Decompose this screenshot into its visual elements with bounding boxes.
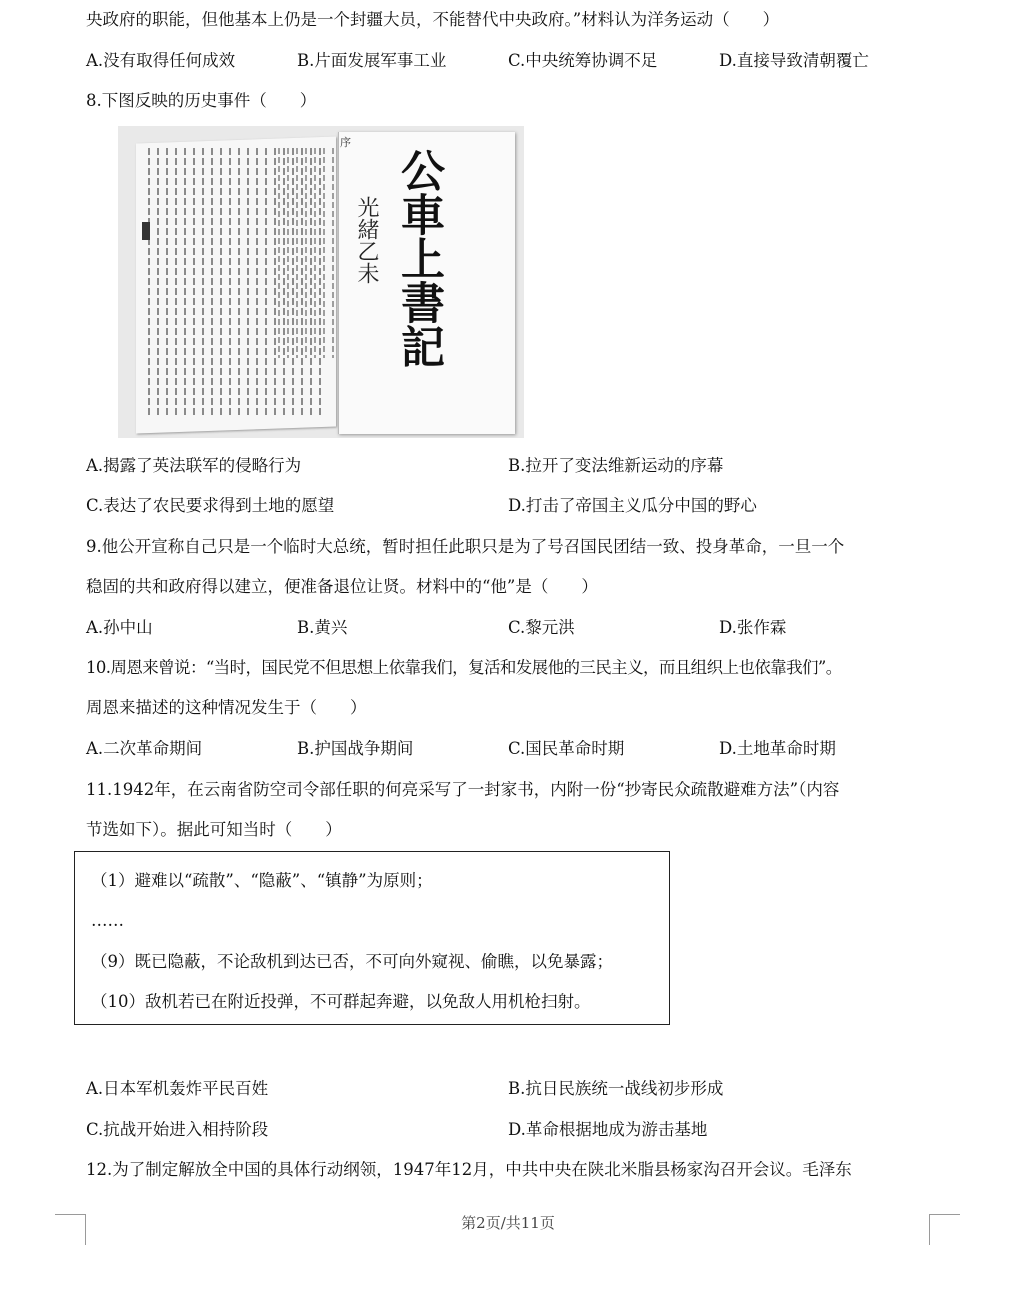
q10-option-c: C.国民革命时期	[508, 739, 625, 758]
q7-option-c: C.中央统筹协调不足	[508, 51, 658, 70]
q9-option-a: A.孙中山	[86, 618, 153, 637]
q8-stem: 8.下图反映的历史事件（ ）	[86, 91, 317, 110]
handwritten-columns	[278, 148, 338, 358]
cover-date-inscription: 光緒乙未	[354, 196, 379, 284]
q11-stem-line1: 11.1942年，在云南省防空司令部任职的何亮采写了一封家书，内附一份“抄寄民众疏散避难方法”（内容	[86, 780, 840, 799]
gongche-shangshu-image	[118, 126, 524, 438]
q10-option-d: D.土地革命时期	[719, 739, 836, 758]
q8-option-c: C.表达了农民要求得到土地的愿望	[86, 496, 335, 515]
page-number-footer: 第2页/共11页	[461, 1214, 555, 1232]
q7-option-d: D.直接导致清朝覆亡	[719, 51, 869, 70]
q10-stem-line2: 周恩来描述的这种情况发生于（ ）	[86, 698, 367, 717]
excerpt-line: （9）既已隐蔽，不论敌机到达已否，不可向外窥视、偷瞧，以免暴露；	[91, 952, 613, 971]
q11-option-b: B.抗日民族统一战线初步形成	[508, 1079, 724, 1098]
q9-stem-line1: 9.他公开宣称自己只是一个临时大总统，暂时担任此职只是为了号召国民团结一致、投身革命，一旦一个	[86, 537, 845, 556]
book-spine-mark	[142, 222, 150, 240]
excerpt-line: （10）敌机若已在附近投弹，不可群起奔避，以免敌人用机枪扫射。	[91, 992, 591, 1011]
q7-option-a: A.没有取得任何成效	[86, 51, 236, 70]
q9-option-c: C.黎元洪	[508, 618, 575, 637]
q7-stem-tail: 央政府的职能，但他基本上仍是一个封疆大员，不能替代中央政府。”材料认为洋务运动（ ）	[86, 10, 780, 29]
q9-stem-line2: 稳固的共和政府得以建立，便准备退位让贤。材料中的“他”是（ ）	[86, 577, 598, 596]
q12-stem-line1: 12.为了制定解放全中国的具体行动纲领，1947年12月，中共中央在陕北米脂县杨家沟召开会议。毛泽东	[86, 1160, 852, 1179]
q9-option-d: D.张作霖	[719, 618, 787, 637]
q10-option-a: A.二次革命期间	[86, 739, 203, 758]
cover-corner-mark: 序	[340, 136, 351, 149]
q11-option-c: C.抗战开始进入相持阶段	[86, 1120, 269, 1139]
q8-option-b: B.拉开了变法维新运动的序幕	[508, 456, 724, 475]
q11-stem-line2: 节选如下）。据此可知当时（ ）	[86, 820, 342, 839]
q8-option-d: D.打击了帝国主义瓜分中国的野心	[508, 496, 757, 515]
q9-option-b: B.黄兴	[297, 618, 348, 637]
q11-option-a: A.日本军机轰炸平民百姓	[86, 1079, 269, 1098]
q7-option-b: B.片面发展军事工业	[297, 51, 447, 70]
q11-excerpt-box	[74, 851, 670, 1025]
cover-title: 公車上書記	[393, 148, 444, 368]
q10-option-b: B.护国战争期间	[297, 739, 414, 758]
excerpt-ellipsis: ……	[91, 911, 124, 930]
q10-stem-line1: 10.周恩来曾说：“当时，国民党不但思想上依靠我们，复活和发展他的三民主义，而且组织上也依靠我们”。	[86, 658, 842, 677]
excerpt-line: （1）避难以“疏散”、“隐蔽”、“镇静”为原则；	[91, 871, 433, 890]
q8-option-a: A.揭露了英法联军的侵略行为	[86, 456, 302, 475]
q11-option-d: D.革命根据地成为游击基地	[508, 1120, 708, 1139]
